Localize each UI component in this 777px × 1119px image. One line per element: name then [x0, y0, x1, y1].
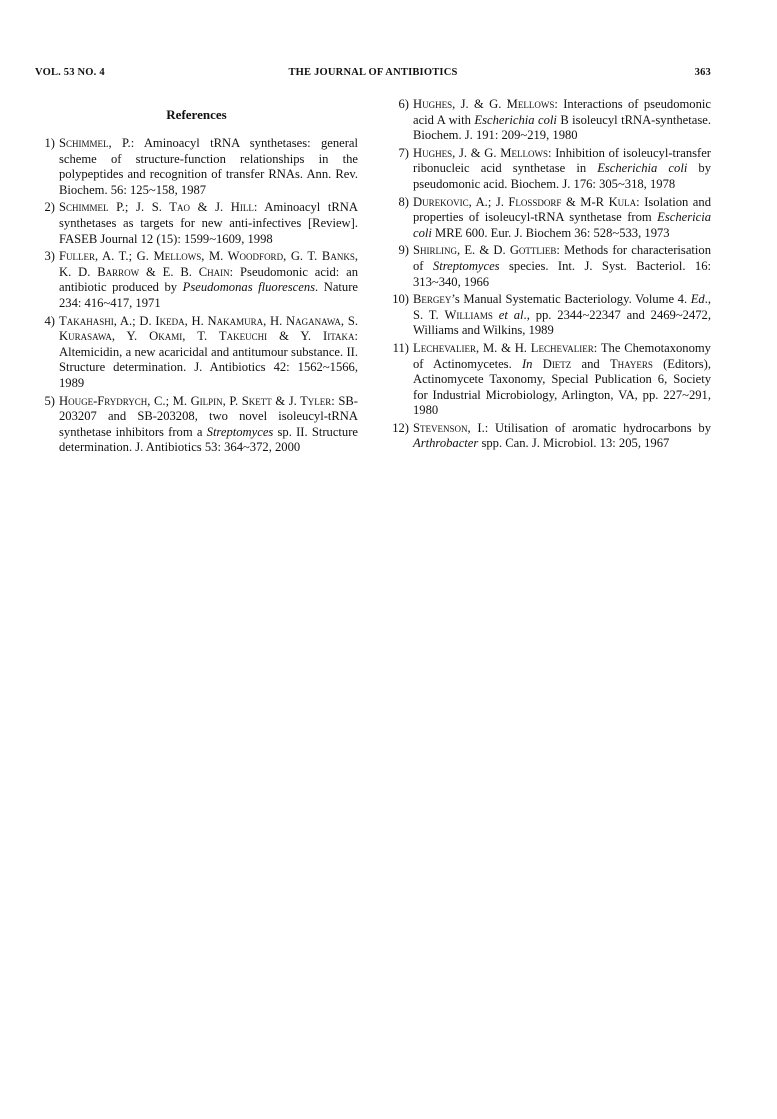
reference-authors: Hughes, J. & G. Mellows:: [413, 145, 552, 160]
reference-segment: by pseudomonic acid. Biochem. J. 176: 305~318, 1978: [413, 161, 711, 191]
reference-list-right: [389, 97, 711, 452]
reference-item: [389, 243, 711, 290]
reference-segment: The Chemotaxonomy of Actinomycetes.: [413, 340, 711, 371]
reference-segment: Methods for characterisation of: [413, 243, 711, 273]
reference-segment: Aminoacyl tRNA synthetases as targets for new anti-infectives [Review]. FASEB Journal 12 (15): 1599~1609, 1998: [59, 200, 358, 246]
reference-authors: Houge-Frydrych, C.; M. Gilpin, P. Skett & J. Tyler:: [59, 393, 335, 408]
reference-authors: Durekovic, A.; J. Flossdorf & M-R Kula:: [413, 194, 640, 209]
reference-segment: SB-203207 and SB-203208, two novel isoleucyl-tRNA synthetase inhibitors from a: [59, 393, 358, 439]
reference-number: 2): [44, 200, 55, 215]
reference-text: [413, 292, 711, 339]
reference-number: 7): [398, 145, 409, 160]
italic-term: Escherichia coli: [474, 112, 557, 127]
reference-number: 1): [44, 136, 55, 150]
reference-segment: ’s Manual Systematic Bacteriology. Volume 4.: [451, 292, 691, 307]
reference-authors: Dietz: [542, 356, 572, 371]
reference-segment: MRE 600. Eur. J. Biochem 36: 528~533, 1973: [431, 225, 670, 240]
reference-item: [35, 314, 358, 392]
italic-term: Arthrobacter: [413, 436, 479, 451]
reference-item: [389, 292, 711, 339]
italic-term: Ed: [690, 292, 705, 307]
reference-authors: Williams: [444, 307, 493, 322]
reference-authors: Schimmel P.; J. S. Tao & J. Hill:: [59, 200, 258, 215]
reference-number: 9): [398, 243, 409, 258]
reference-number: 5): [44, 393, 55, 408]
italic-term: Pseudomonas fluorescens: [182, 280, 316, 295]
reference-item: [35, 136, 358, 198]
reference-item: [389, 97, 711, 144]
reference-segment: . Nature 234: 416~417, 1971: [59, 280, 358, 310]
reference-segment: (Editors), Actinomycete Taxonomy, Special Publication 6, Society for Industrial Microbiology, Arlington, VA, pp. 227~291, 1980: [413, 356, 712, 418]
reference-text: [413, 195, 711, 242]
reference-number: 12): [392, 420, 409, 435]
reference-item: [35, 249, 358, 311]
reference-item: [35, 394, 358, 456]
references-heading: References: [166, 107, 227, 122]
reference-text: [59, 314, 358, 392]
right-column: [389, 97, 711, 454]
italic-term: Escherichia coli: [597, 161, 688, 176]
reference-number: 10): [392, 292, 409, 307]
italic-term: Streptomyces: [432, 258, 500, 273]
reference-segment: Utilisation of aromatic hydrocarbons by: [488, 420, 711, 435]
reference-segment: Inhibition of isoleucyl-transfer ribonucleic acid synthetase in: [413, 145, 711, 176]
reference-text: [59, 249, 358, 311]
reference-segment: ., pp. 2344~22347 and 2469~2472, Williams and Wilkins, 1989: [413, 307, 711, 338]
italic-term: et al: [498, 307, 524, 322]
reference-authors: Lechevalier, M. & H. Lechevalier:: [413, 340, 598, 355]
reference-authors: Schimmel, P.:: [59, 136, 135, 150]
reference-item: [389, 341, 711, 419]
reference-segment: Interactions of pseudomonic acid A with: [413, 97, 711, 127]
left-column: [35, 97, 358, 458]
reference-number: 4): [44, 313, 55, 328]
reference-segment: species. Int. J. Syst. Bacteriol. 16: 313~340, 1966: [413, 258, 712, 289]
reference-number: 8): [398, 194, 409, 209]
volume-issue: VOL. 53 NO. 4: [35, 67, 105, 78]
page-number: 363: [694, 67, 711, 78]
reference-segment: Altemicidin, a new acaricidal and antitumour substance. II. Structure determination. J. Antibiotics 42: 1562~1566, 1989: [59, 344, 358, 390]
reference-number: 6): [398, 97, 409, 111]
reference-text: [413, 97, 711, 144]
reference-segment: and: [571, 356, 610, 371]
reference-authors: Takahashi, A.; D. Ikeda, H. Nakamura, H. Naganawa, S. Kurasawa, Y. Okami, T. Takeuchi & Y. Iitaka:: [59, 313, 358, 344]
reference-item: [389, 421, 711, 452]
reference-item: [389, 146, 711, 193]
reference-number: 3): [44, 249, 55, 264]
italic-term: Streptomyces: [206, 424, 274, 439]
journal-title: THE JOURNAL OF ANTIBIOTICS: [288, 67, 458, 78]
reference-segment: spp. Can. J. Microbiol. 13: 205, 1967: [478, 436, 670, 451]
reference-authors: Thayers: [609, 356, 653, 371]
reference-list-left: [35, 136, 358, 456]
reference-item: [35, 200, 358, 247]
reference-authors: Hughes, J. & G. Mellows:: [413, 97, 558, 111]
reference-text: [413, 341, 711, 419]
reference-segment: Aminoacyl tRNA synthetases: general scheme of structure-function relationships in the polypeptides and recognition of transfer RNAs. Ann. Rev. Biochem. 56: 125~158, 1987: [59, 136, 358, 197]
reference-segment: [532, 357, 542, 371]
reference-text: [59, 200, 358, 247]
reference-authors: Fuller, A. T.; G. Mellows, M. Woodford, G. T. Banks, K. D. Barrow & E. B. Chain:: [59, 249, 358, 279]
reference-text: [413, 146, 711, 193]
reference-segment: Pseudomonic acid: an antibiotic produced by: [59, 264, 358, 295]
reference-item: [389, 195, 711, 242]
reference-segment: B isoleucyl tRNA-synthetase. Biochem. J. 191: 209~219, 1980: [413, 112, 711, 143]
reference-segment: sp. II. Structure determination. J. Antibiotics 53: 364~372, 2000: [59, 424, 358, 455]
reference-authors: Shirling, E. & D. Gottlieb:: [413, 243, 560, 258]
reference-segment: Isolation and properties of isoleucyl-tRNA synthetase from: [413, 194, 711, 225]
reference-authors: Bergey: [413, 292, 452, 307]
reference-text: [413, 421, 711, 452]
reference-text: [413, 243, 711, 290]
reference-number: 11): [392, 340, 409, 355]
italic-term: In: [521, 356, 533, 371]
reference-segment: ., S. T.: [413, 292, 711, 322]
reference-authors: Stevenson, I.:: [413, 420, 489, 435]
running-head: [35, 67, 711, 81]
reference-text: [59, 394, 358, 456]
reference-text: [59, 136, 358, 198]
italic-term: Eschericia coli: [413, 210, 711, 240]
